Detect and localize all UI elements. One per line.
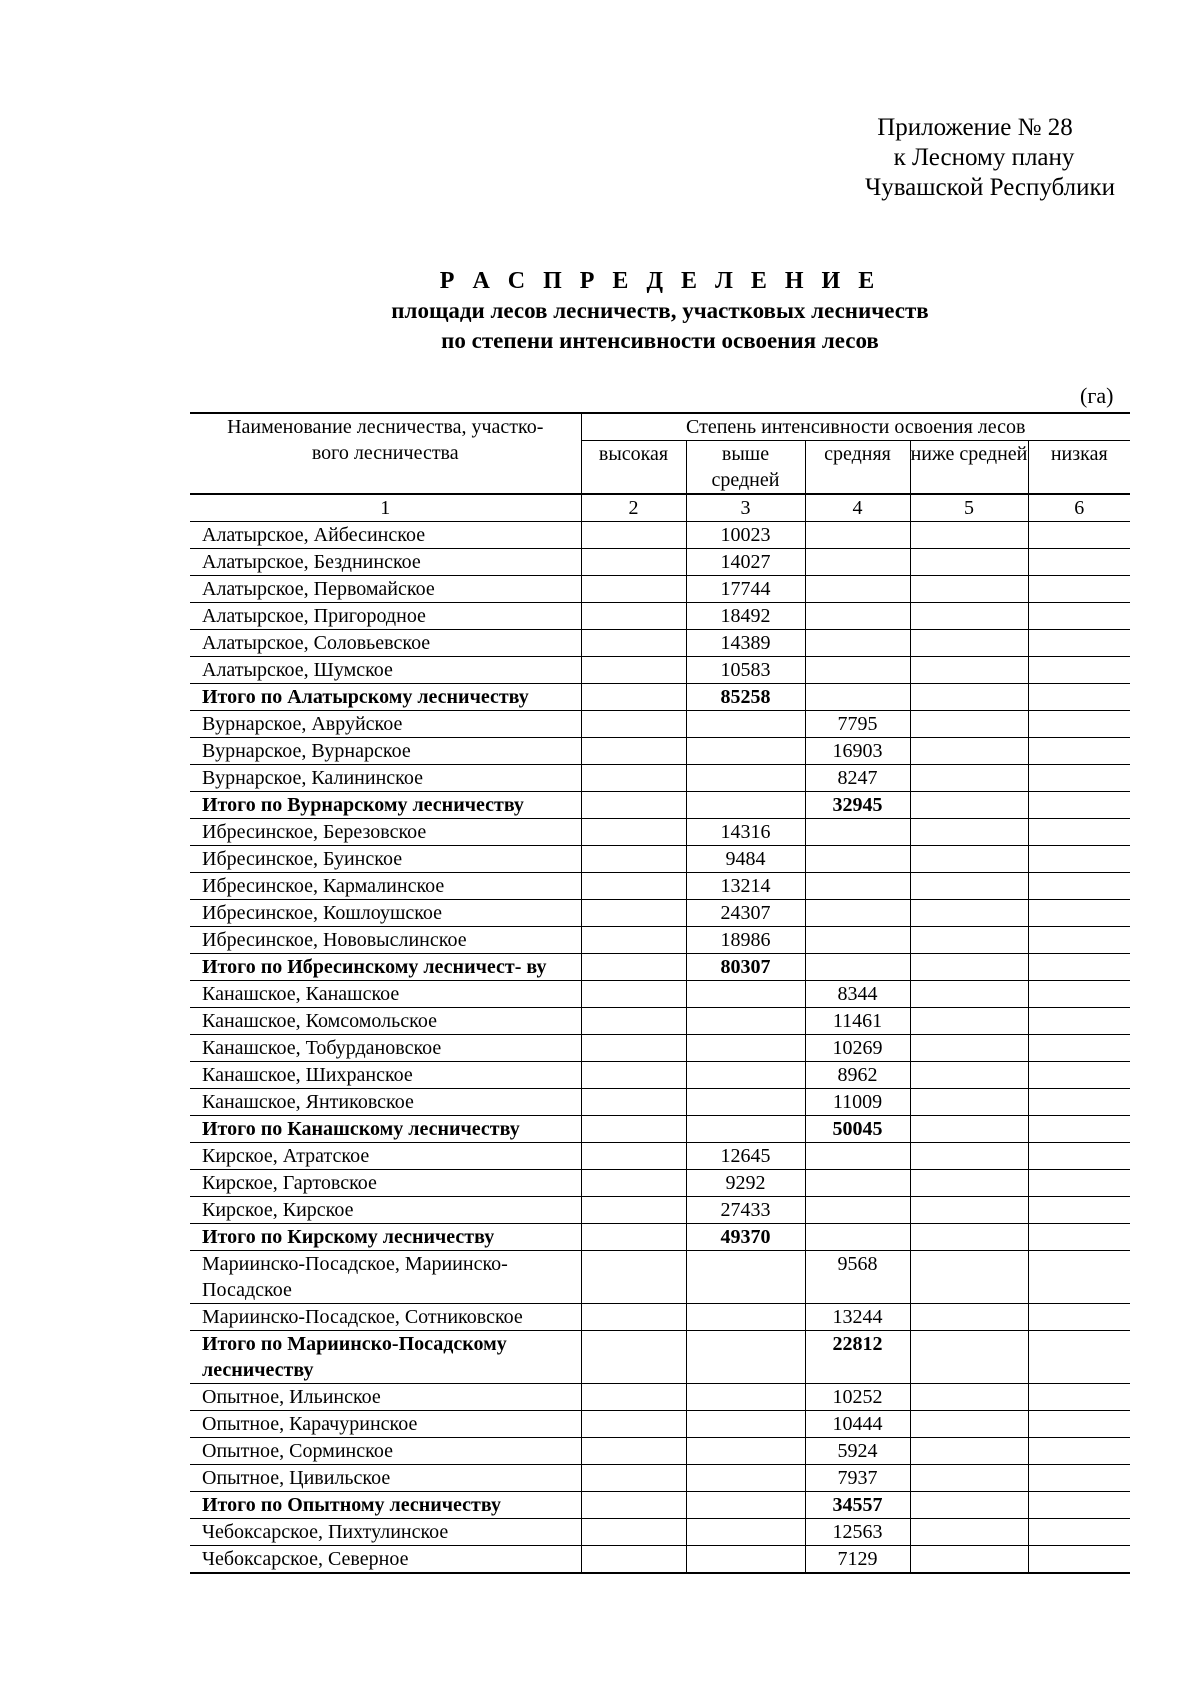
row-name-cell: Итого по Опытному лесничеству xyxy=(190,1492,581,1519)
appendix-line-1: Приложение № 28 xyxy=(877,114,1073,141)
row-value-high xyxy=(581,927,686,954)
row-value-below-medium xyxy=(910,900,1028,927)
row-value-medium xyxy=(805,819,910,846)
row-value-above-medium: 17744 xyxy=(686,576,805,603)
table-row xyxy=(190,1089,1130,1116)
row-value-low xyxy=(1028,1062,1130,1089)
title-line-3: по степени интенсивности освоения лесов xyxy=(441,328,879,353)
row-value-below-medium xyxy=(910,1197,1028,1224)
table-row xyxy=(190,873,1130,900)
table-row xyxy=(190,1384,1130,1411)
row-value-low xyxy=(1028,1546,1130,1574)
header-name: Наименование лесничества, участко- вого лесничества xyxy=(190,413,581,494)
row-value-low xyxy=(1028,684,1130,711)
row-value-high xyxy=(581,603,686,630)
row-value-above-medium xyxy=(686,1089,805,1116)
row-value-below-medium xyxy=(910,1384,1028,1411)
table-row xyxy=(190,765,1130,792)
row-value-low xyxy=(1028,1170,1130,1197)
row-value-below-medium xyxy=(910,1062,1028,1089)
row-value-medium: 32945 xyxy=(805,792,910,819)
table-row-total xyxy=(190,1331,1130,1384)
table-row xyxy=(190,549,1130,576)
row-value-high xyxy=(581,1438,686,1465)
table-row-total xyxy=(190,792,1130,819)
row-value-medium: 8247 xyxy=(805,765,910,792)
appendix-note xyxy=(845,113,1135,203)
row-value-medium: 10444 xyxy=(805,1411,910,1438)
row-value-low xyxy=(1028,549,1130,576)
row-value-above-medium xyxy=(686,765,805,792)
row-value-medium: 16903 xyxy=(805,738,910,765)
row-value-above-medium xyxy=(686,792,805,819)
row-value-above-medium xyxy=(686,1008,805,1035)
table-row-total xyxy=(190,1492,1130,1519)
row-name-cell: Мариинско-Посадское, Мариинско- Посадское xyxy=(190,1251,581,1304)
row-value-medium: 8962 xyxy=(805,1062,910,1089)
row-value-below-medium xyxy=(910,873,1028,900)
row-value-below-medium xyxy=(910,981,1028,1008)
row-value-medium xyxy=(805,873,910,900)
row-value-above-medium xyxy=(686,1411,805,1438)
row-value-low xyxy=(1028,1035,1130,1062)
row-value-high xyxy=(581,738,686,765)
row-value-low xyxy=(1028,819,1130,846)
row-name-cell: Вурнарское, Калининское xyxy=(190,765,581,792)
row-value-high xyxy=(581,1411,686,1438)
title-line-1: Р А С П Р Е Д Е Л Е Н И Е xyxy=(439,268,881,294)
row-value-below-medium xyxy=(910,954,1028,981)
row-value-low xyxy=(1028,1143,1130,1170)
table-body xyxy=(190,522,1130,1574)
row-value-below-medium xyxy=(910,792,1028,819)
row-value-above-medium xyxy=(686,738,805,765)
row-value-above-medium xyxy=(686,1465,805,1492)
table-row xyxy=(190,1197,1130,1224)
table-row xyxy=(190,603,1130,630)
row-value-medium: 13244 xyxy=(805,1304,910,1331)
row-name-cell: Итого по Алатырскому лесничеству xyxy=(190,684,581,711)
row-value-high xyxy=(581,1251,686,1304)
header-high: высокая xyxy=(581,441,686,495)
table-row xyxy=(190,1304,1130,1331)
row-value-high xyxy=(581,1116,686,1143)
table-row xyxy=(190,630,1130,657)
row-name-cell: Итого по Ибресинскому лесничест- ву xyxy=(190,954,581,981)
column-number: 3 xyxy=(686,494,805,522)
row-value-high xyxy=(581,765,686,792)
row-value-medium xyxy=(805,1224,910,1251)
row-value-high xyxy=(581,1304,686,1331)
row-value-high xyxy=(581,657,686,684)
row-value-medium xyxy=(805,630,910,657)
row-name-cell: Кирское, Кирское xyxy=(190,1197,581,1224)
row-value-high xyxy=(581,900,686,927)
row-name-cell: Алатырское, Первомайское xyxy=(190,576,581,603)
row-value-high xyxy=(581,1008,686,1035)
unit-label: (га) xyxy=(1080,383,1114,408)
row-value-above-medium xyxy=(686,1304,805,1331)
row-value-below-medium xyxy=(910,1331,1028,1384)
row-value-high xyxy=(581,846,686,873)
row-value-below-medium xyxy=(910,1035,1028,1062)
row-value-above-medium: 9292 xyxy=(686,1170,805,1197)
row-value-medium: 34557 xyxy=(805,1492,910,1519)
row-name-cell: Канашское, Тобурдановское xyxy=(190,1035,581,1062)
row-value-low xyxy=(1028,1331,1130,1384)
row-value-high xyxy=(581,1062,686,1089)
table-row xyxy=(190,1143,1130,1170)
row-value-low xyxy=(1028,1251,1130,1304)
column-number: 2 xyxy=(581,494,686,522)
row-value-low xyxy=(1028,900,1130,927)
row-value-below-medium xyxy=(910,819,1028,846)
row-value-below-medium xyxy=(910,1224,1028,1251)
row-value-high xyxy=(581,1035,686,1062)
row-value-high xyxy=(581,711,686,738)
row-name-cell: Итого по Канашскому лесничеству xyxy=(190,1116,581,1143)
row-value-high xyxy=(581,1197,686,1224)
row-value-above-medium: 9484 xyxy=(686,846,805,873)
row-value-below-medium xyxy=(910,549,1028,576)
table-row xyxy=(190,522,1130,549)
row-value-low xyxy=(1028,765,1130,792)
column-number: 4 xyxy=(805,494,910,522)
header-above-medium: выше средней xyxy=(686,441,805,495)
column-numbers-row xyxy=(190,494,1130,522)
row-name-cell: Канашское, Шихранское xyxy=(190,1062,581,1089)
row-value-above-medium xyxy=(686,711,805,738)
row-name-cell: Опытное, Карачуринское xyxy=(190,1411,581,1438)
row-value-below-medium xyxy=(910,1089,1028,1116)
row-value-medium: 7937 xyxy=(805,1465,910,1492)
row-value-below-medium xyxy=(910,576,1028,603)
row-value-low xyxy=(1028,954,1130,981)
row-value-medium: 12563 xyxy=(805,1519,910,1546)
row-value-low xyxy=(1028,792,1130,819)
column-number: 5 xyxy=(910,494,1028,522)
row-name-cell: Вурнарское, Авруйское xyxy=(190,711,581,738)
row-value-below-medium xyxy=(910,1546,1028,1574)
row-name-cell: Чебоксарское, Пихтулинское xyxy=(190,1519,581,1546)
row-value-below-medium xyxy=(910,1170,1028,1197)
table-row xyxy=(190,1170,1130,1197)
row-value-above-medium xyxy=(686,1035,805,1062)
row-value-below-medium xyxy=(910,1143,1028,1170)
row-value-low xyxy=(1028,927,1130,954)
row-name-cell: Ибресинское, Буинское xyxy=(190,846,581,873)
table-row xyxy=(190,819,1130,846)
table-row xyxy=(190,711,1130,738)
row-value-low xyxy=(1028,711,1130,738)
row-value-low xyxy=(1028,1089,1130,1116)
row-value-below-medium xyxy=(910,1492,1028,1519)
row-name-cell: Кирское, Гартовское xyxy=(190,1170,581,1197)
row-name-cell: Мариинско-Посадское, Сотниковское xyxy=(190,1304,581,1331)
row-value-medium: 10269 xyxy=(805,1035,910,1062)
row-name-cell: Ибресинское, Кармалинское xyxy=(190,873,581,900)
row-value-above-medium: 14027 xyxy=(686,549,805,576)
row-name-cell: Итого по Мариинско-Посадскому лесничеству xyxy=(190,1331,581,1384)
row-value-above-medium: 80307 xyxy=(686,954,805,981)
table-row xyxy=(190,1519,1130,1546)
table-row xyxy=(190,1438,1130,1465)
table-row xyxy=(190,1062,1130,1089)
row-value-low xyxy=(1028,1304,1130,1331)
row-value-high xyxy=(581,576,686,603)
row-value-low xyxy=(1028,1492,1130,1519)
table-row xyxy=(190,927,1130,954)
row-value-high xyxy=(581,1089,686,1116)
row-value-medium: 5924 xyxy=(805,1438,910,1465)
table-row xyxy=(190,1411,1130,1438)
row-value-medium: 11009 xyxy=(805,1089,910,1116)
row-value-high xyxy=(581,819,686,846)
row-value-above-medium xyxy=(686,1251,805,1304)
row-value-below-medium xyxy=(910,630,1028,657)
row-value-above-medium xyxy=(686,1492,805,1519)
row-value-below-medium xyxy=(910,927,1028,954)
row-value-high xyxy=(581,1384,686,1411)
row-value-above-medium: 12645 xyxy=(686,1143,805,1170)
row-value-medium: 7129 xyxy=(805,1546,910,1574)
row-value-low xyxy=(1028,1116,1130,1143)
header-low: низкая xyxy=(1028,441,1130,495)
table-row xyxy=(190,1251,1130,1304)
row-value-below-medium xyxy=(910,1465,1028,1492)
row-value-medium xyxy=(805,1143,910,1170)
row-value-high xyxy=(581,873,686,900)
row-value-above-medium: 10023 xyxy=(686,522,805,549)
appendix-line-2: к Лесному плану xyxy=(893,144,1075,171)
row-name-cell: Алатырское, Шумское xyxy=(190,657,581,684)
row-value-high xyxy=(581,981,686,1008)
row-value-below-medium xyxy=(910,522,1028,549)
title-line-2: площади лесов лесничеств, участковых лесничеств xyxy=(391,298,929,323)
row-name-cell: Кирское, Атратское xyxy=(190,1143,581,1170)
row-name-cell: Канашское, Янтиковское xyxy=(190,1089,581,1116)
row-value-low xyxy=(1028,630,1130,657)
row-name-cell: Ибресинское, Нововыслинское xyxy=(190,927,581,954)
header-group: Степень интенсивности освоения лесов xyxy=(581,413,1130,441)
row-value-medium xyxy=(805,657,910,684)
row-value-below-medium xyxy=(910,738,1028,765)
header-medium: средняя xyxy=(805,441,910,495)
row-value-below-medium xyxy=(910,684,1028,711)
column-number: 1 xyxy=(190,494,581,522)
row-name-cell: Чебоксарское, Северное xyxy=(190,1546,581,1574)
row-name-cell: Алатырское, Айбесинское xyxy=(190,522,581,549)
row-value-below-medium xyxy=(910,765,1028,792)
row-name-cell: Опытное, Сорминское xyxy=(190,1438,581,1465)
table-row-total xyxy=(190,1116,1130,1143)
row-value-high xyxy=(581,522,686,549)
table-row xyxy=(190,738,1130,765)
row-value-medium: 7795 xyxy=(805,711,910,738)
row-value-medium xyxy=(805,549,910,576)
table-row xyxy=(190,900,1130,927)
row-value-below-medium xyxy=(910,1438,1028,1465)
row-value-above-medium xyxy=(686,1384,805,1411)
row-value-low xyxy=(1028,981,1130,1008)
row-name-cell: Опытное, Ильинское xyxy=(190,1384,581,1411)
distribution-table xyxy=(190,412,1130,1574)
header-below-medium: ниже средней xyxy=(910,441,1028,495)
row-value-below-medium xyxy=(910,711,1028,738)
row-name-cell: Алатырское, Пригородное xyxy=(190,603,581,630)
row-value-medium xyxy=(805,1170,910,1197)
row-value-medium xyxy=(805,846,910,873)
row-value-medium xyxy=(805,900,910,927)
row-value-low xyxy=(1028,657,1130,684)
row-value-high xyxy=(581,1224,686,1251)
row-value-medium: 11461 xyxy=(805,1008,910,1035)
row-value-medium xyxy=(805,684,910,711)
row-value-low xyxy=(1028,1008,1130,1035)
row-value-below-medium xyxy=(910,657,1028,684)
row-name-cell: Ибресинское, Березовское xyxy=(190,819,581,846)
row-value-low xyxy=(1028,1197,1130,1224)
row-value-medium xyxy=(805,576,910,603)
row-name-cell: Опытное, Цивильское xyxy=(190,1465,581,1492)
row-value-above-medium: 10583 xyxy=(686,657,805,684)
row-value-low xyxy=(1028,1438,1130,1465)
row-value-above-medium: 13214 xyxy=(686,873,805,900)
row-value-above-medium: 27433 xyxy=(686,1197,805,1224)
row-name-cell: Ибресинское, Кошлоушское xyxy=(190,900,581,927)
row-value-high xyxy=(581,1465,686,1492)
row-value-medium: 8344 xyxy=(805,981,910,1008)
row-name-cell: Итого по Кирскому лесничеству xyxy=(190,1224,581,1251)
table-row xyxy=(190,981,1130,1008)
row-value-below-medium xyxy=(910,603,1028,630)
table-row xyxy=(190,576,1130,603)
appendix-line-3: Чувашской Республики xyxy=(864,174,1116,201)
row-value-above-medium: 24307 xyxy=(686,900,805,927)
row-value-high xyxy=(581,954,686,981)
document-title xyxy=(190,266,1130,356)
row-value-above-medium xyxy=(686,1438,805,1465)
row-value-above-medium: 85258 xyxy=(686,684,805,711)
table-row xyxy=(190,657,1130,684)
row-value-high xyxy=(581,1546,686,1574)
row-value-low xyxy=(1028,1519,1130,1546)
table-row xyxy=(190,1035,1130,1062)
row-value-medium xyxy=(805,522,910,549)
row-value-above-medium xyxy=(686,1519,805,1546)
row-value-high xyxy=(581,1331,686,1384)
row-value-medium: 9568 xyxy=(805,1251,910,1304)
row-value-high xyxy=(581,630,686,657)
table-row-total xyxy=(190,684,1130,711)
row-value-high xyxy=(581,1519,686,1546)
row-value-above-medium: 14389 xyxy=(686,630,805,657)
row-value-low xyxy=(1028,738,1130,765)
row-value-low xyxy=(1028,576,1130,603)
row-value-above-medium: 18986 xyxy=(686,927,805,954)
row-value-high xyxy=(581,1492,686,1519)
table-row-total xyxy=(190,954,1130,981)
row-value-below-medium xyxy=(910,1008,1028,1035)
row-value-high xyxy=(581,549,686,576)
row-value-above-medium: 49370 xyxy=(686,1224,805,1251)
row-value-high xyxy=(581,792,686,819)
row-value-medium xyxy=(805,603,910,630)
row-value-above-medium xyxy=(686,1546,805,1574)
row-value-below-medium xyxy=(910,846,1028,873)
row-value-high xyxy=(581,684,686,711)
row-name-cell: Алатырское, Безднинское xyxy=(190,549,581,576)
row-value-below-medium xyxy=(910,1116,1028,1143)
row-value-medium: 10252 xyxy=(805,1384,910,1411)
row-value-low xyxy=(1028,1224,1130,1251)
row-value-above-medium: 18492 xyxy=(686,603,805,630)
row-value-below-medium xyxy=(910,1304,1028,1331)
row-value-low xyxy=(1028,603,1130,630)
row-name-cell: Канашское, Комсомольское xyxy=(190,1008,581,1035)
row-name-cell: Канашское, Канашское xyxy=(190,981,581,1008)
row-value-above-medium xyxy=(686,1116,805,1143)
row-value-low xyxy=(1028,1465,1130,1492)
row-value-above-medium xyxy=(686,1062,805,1089)
table-row xyxy=(190,1465,1130,1492)
table-row xyxy=(190,846,1130,873)
row-value-below-medium xyxy=(910,1411,1028,1438)
row-value-low xyxy=(1028,846,1130,873)
row-value-high xyxy=(581,1143,686,1170)
row-name-cell: Вурнарское, Вурнарское xyxy=(190,738,581,765)
table-row xyxy=(190,1546,1130,1574)
row-value-medium: 50045 xyxy=(805,1116,910,1143)
row-value-medium xyxy=(805,927,910,954)
row-value-medium: 22812 xyxy=(805,1331,910,1384)
row-value-low xyxy=(1028,873,1130,900)
row-value-above-medium: 14316 xyxy=(686,819,805,846)
table-row xyxy=(190,1008,1130,1035)
row-name-cell: Алатырское, Соловьевское xyxy=(190,630,581,657)
row-value-above-medium xyxy=(686,981,805,1008)
column-number: 6 xyxy=(1028,494,1130,522)
table-row-total xyxy=(190,1224,1130,1251)
row-value-below-medium xyxy=(910,1519,1028,1546)
row-name-cell: Итого по Вурнарскому лесничеству xyxy=(190,792,581,819)
row-value-below-medium xyxy=(910,1251,1028,1304)
row-value-medium xyxy=(805,1197,910,1224)
row-value-above-medium xyxy=(686,1331,805,1384)
row-value-high xyxy=(581,1170,686,1197)
row-value-low xyxy=(1028,1411,1130,1438)
row-value-low xyxy=(1028,522,1130,549)
row-value-low xyxy=(1028,1384,1130,1411)
row-value-medium xyxy=(805,954,910,981)
